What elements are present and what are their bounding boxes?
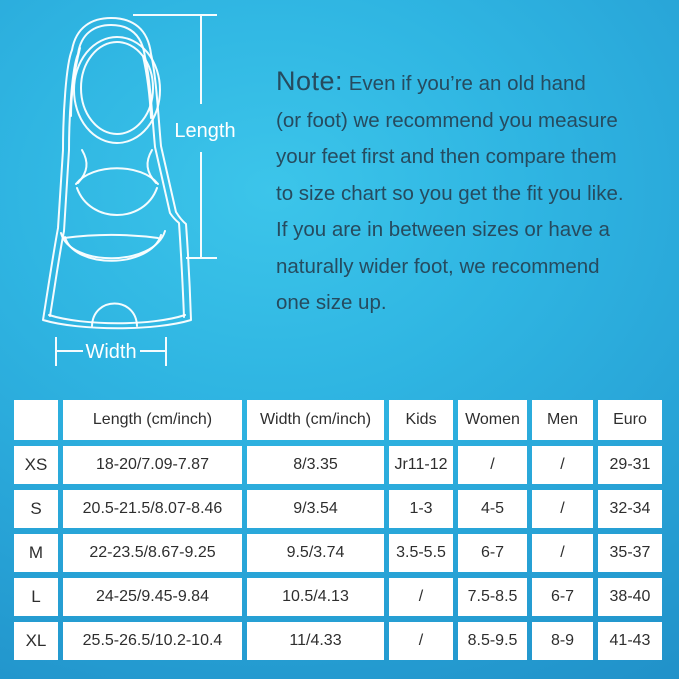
table-cell: / <box>458 446 527 484</box>
table-cell: 20.5-21.5/8.07-8.46 <box>63 490 242 528</box>
table-cell: S <box>14 490 58 528</box>
table-cell: / <box>532 446 593 484</box>
table-header-cell: Kids <box>389 400 453 440</box>
table-header-cell: Width (cm/inch) <box>247 400 384 440</box>
toe-opening-outer <box>74 37 160 143</box>
table-cell: 6-7 <box>458 534 527 572</box>
table-cell: 8-9 <box>532 622 593 660</box>
table-cell: 32-34 <box>598 490 662 528</box>
table-cell: 24-25/9.45-9.84 <box>63 578 242 616</box>
note-line: your feet first and then compare them <box>276 145 617 168</box>
length-label: Length <box>174 120 236 142</box>
instep-bowl <box>77 188 157 215</box>
table-cell: XL <box>14 622 58 660</box>
table-row <box>14 622 662 660</box>
note-line: one size up. <box>276 291 387 314</box>
table-cell: 9/3.54 <box>247 490 384 528</box>
fin-inner-rail <box>50 25 184 317</box>
instep-dome <box>76 168 158 184</box>
table-cell: / <box>389 622 453 660</box>
table-header-cell <box>14 400 58 440</box>
foot-band-bowl-inner <box>65 235 161 261</box>
table-cell: 22-23.5/8.67-9.25 <box>63 534 242 572</box>
table-cell: 6-7 <box>532 578 593 616</box>
table-cell: 8.5-9.5 <box>458 622 527 660</box>
table-cell: 38-40 <box>598 578 662 616</box>
table-header-cell: Euro <box>598 400 662 440</box>
note-title: Note: <box>276 66 344 96</box>
note-line: If you are in between sizes or have a <box>276 218 610 241</box>
foot-band-top <box>64 235 158 238</box>
table-cell: 9.5/3.74 <box>247 534 384 572</box>
table-cell: Jr11-12 <box>389 446 453 484</box>
table-cell: / <box>389 578 453 616</box>
note-line <box>276 63 674 103</box>
width-label: Width <box>85 341 137 363</box>
note-text: Even if you’re an old hand <box>348 72 586 95</box>
table-row <box>14 578 662 616</box>
table-cell: 4-5 <box>458 490 527 528</box>
swim-fin-icon <box>0 0 250 378</box>
table-header-cell: Women <box>458 400 527 440</box>
table-cell: 41-43 <box>598 622 662 660</box>
table-cell: 11/4.33 <box>247 622 384 660</box>
table-cell: 10.5/4.13 <box>247 578 384 616</box>
table-cell: / <box>532 534 593 572</box>
table-cell: / <box>532 490 593 528</box>
table-cell: M <box>14 534 58 572</box>
table-cell: 8/3.35 <box>247 446 384 484</box>
table-row <box>14 490 662 528</box>
table-cell: 1-3 <box>389 490 453 528</box>
table-cell: 3.5-5.5 <box>389 534 453 572</box>
note-line: (or foot) we recommend you measure <box>276 108 618 132</box>
table-header-cell: Men <box>532 400 593 440</box>
table-row <box>14 534 662 572</box>
table-cell: XS <box>14 446 58 484</box>
table-cell: 7.5-8.5 <box>458 578 527 616</box>
table-header-row <box>14 400 662 440</box>
note-block <box>276 63 674 322</box>
note-line: naturally wider foot, we recommend <box>276 254 600 278</box>
table-cell: 18-20/7.09-7.87 <box>63 446 242 484</box>
table-cell: 35-37 <box>598 534 662 572</box>
table-header-cell: Length (cm/inch) <box>63 400 242 440</box>
table-cell: 25.5-26.5/10.2-10.4 <box>63 622 242 660</box>
fin-diagram <box>0 0 250 378</box>
fin-inner-bottom-edge <box>49 315 185 323</box>
size-chart-table <box>14 400 662 666</box>
table-row <box>14 446 662 484</box>
toe-opening-inner <box>81 42 153 134</box>
note-line: to size chart so you get the fit you like. <box>276 181 624 205</box>
table-cell: L <box>14 578 58 616</box>
fin-outline <box>43 18 191 328</box>
table-cell: 29-31 <box>598 446 662 484</box>
